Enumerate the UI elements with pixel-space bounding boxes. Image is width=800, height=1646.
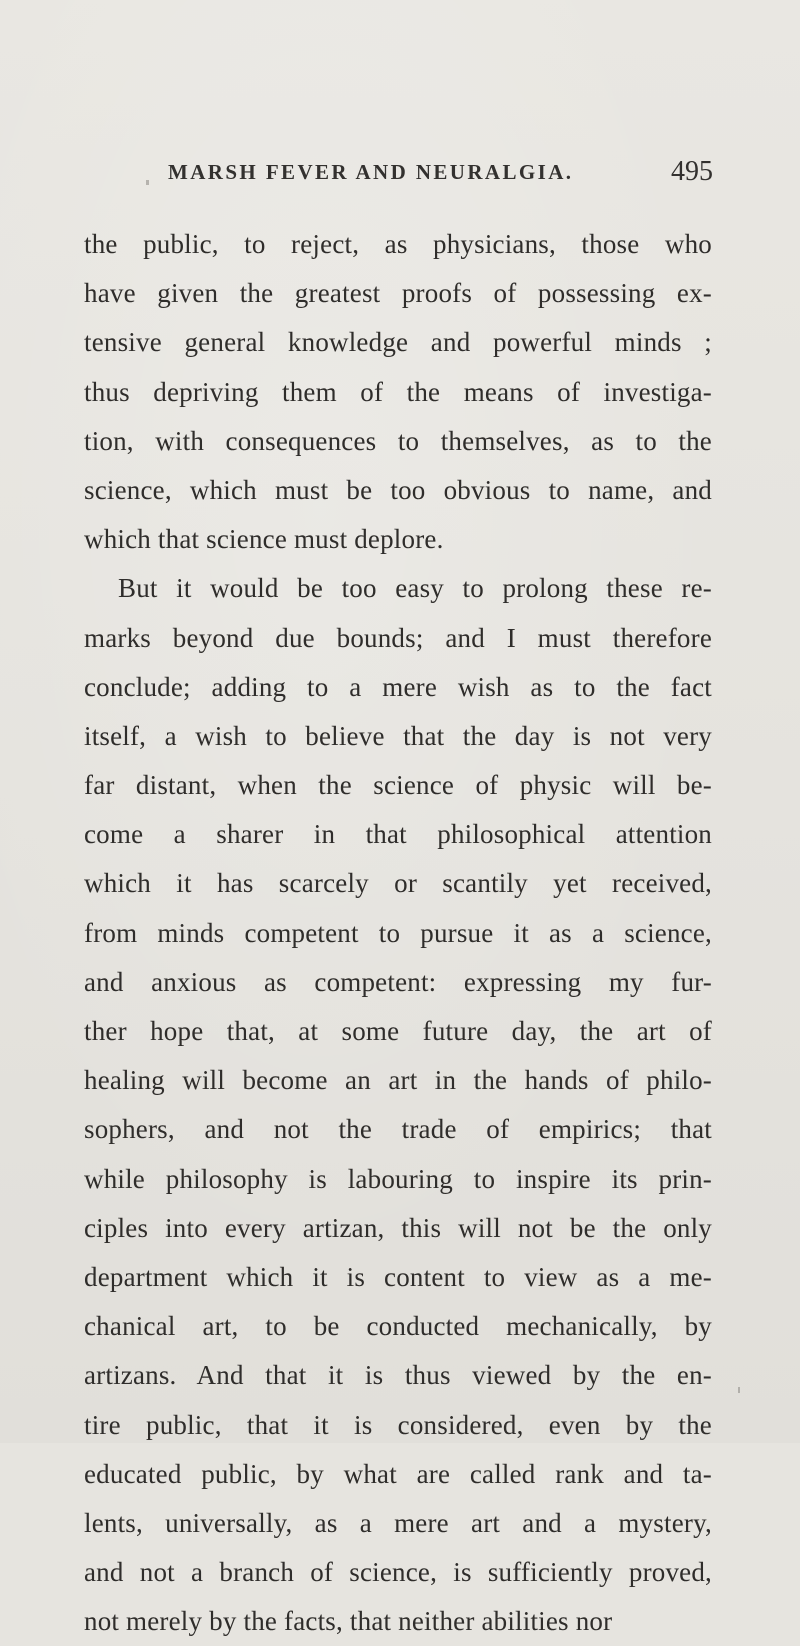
text-line: from minds competent to pursue it as a science, [84, 917, 712, 948]
text-line: itself, a wish to believe that the day is not very [84, 720, 712, 751]
text-line: which that science must deplore. [84, 524, 444, 555]
text-line: tensive general knowledge and powerful minds ; [84, 327, 712, 358]
text-line: healing will become an art in the hands of philo- [84, 1065, 712, 1096]
text-line: educated public, by what are called rank and ta- [84, 1458, 712, 1489]
text-line: while philosophy is labouring to inspire its prin- [84, 1163, 712, 1194]
page-number: 495 [671, 156, 713, 187]
body-text [84, 220, 712, 1646]
text-line: artizans. And that it is thus viewed by the en- [84, 1360, 712, 1391]
page-header [168, 156, 713, 192]
text-line: But it would be too easy to prolong these re- [118, 573, 712, 604]
text-line: come a sharer in that philosophical attention [84, 819, 712, 850]
text-line: tire public, that it is considered, even by the [84, 1409, 712, 1440]
text-line: which it has scarcely or scantily yet received, [84, 868, 712, 899]
text-line: and not a branch of science, is sufficiently proved, [84, 1557, 712, 1588]
text-line: and anxious as competent: expressing my fur- [84, 966, 712, 997]
text-line: thus depriving them of the means of investiga- [84, 376, 712, 407]
text-line: have given the greatest proofs of possessing ex- [84, 278, 712, 309]
text-line: science, which must be too obvious to name, and [84, 474, 712, 505]
text-line: chanical art, to be conducted mechanically, by [84, 1311, 712, 1342]
text-line: the public, to reject, as physicians, those who [84, 229, 712, 259]
print-speck [738, 1387, 740, 1393]
text-line: not merely by the facts, that neither abilities nor [84, 1606, 613, 1637]
text-line: far distant, when the science of physic will be- [84, 770, 712, 801]
text-line: ciples into every artizan, this will not be the only [84, 1212, 712, 1243]
text-line: tion, with consequences to themselves, as to the [84, 425, 712, 456]
text-line: department which it is content to view as a me- [84, 1261, 712, 1292]
text-line: marks beyond due bounds; and I must therefore [84, 622, 712, 653]
print-speck [146, 180, 149, 185]
text-line: sophers, and not the trade of empirics; that [84, 1114, 712, 1145]
text-line: ther hope that, at some future day, the art of [84, 1016, 712, 1046]
text-line: lents, universally, as a mere art and a mystery, [84, 1507, 712, 1538]
running-head: MARSH FEVER AND NEURALGIA. [168, 160, 574, 184]
text-line: conclude; adding to a mere wish as to the fact [84, 671, 712, 702]
